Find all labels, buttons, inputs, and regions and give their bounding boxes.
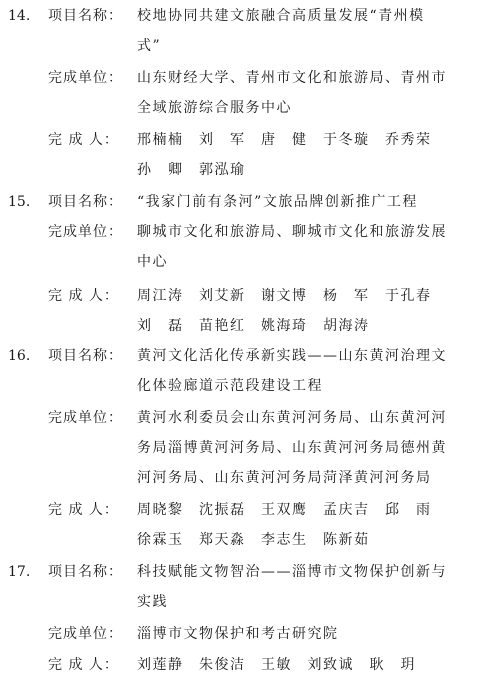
unit-line: 聊城市文化和旅游局、聊城市文化和旅游发展: [137, 224, 447, 240]
project-name-line: 校地协同共建文旅融合高质量发展“青州模: [137, 8, 425, 24]
project-name-line: “我家门前有条河”文旅品牌创新推广工程: [137, 194, 418, 210]
project-name-label: 项目名称：: [48, 8, 123, 24]
unit-label: 完成单位：: [48, 224, 123, 240]
unit-line: 中心: [137, 254, 168, 270]
people-label: 完 成 人：: [48, 502, 119, 518]
project-name-label: 项目名称：: [48, 564, 123, 580]
project-name-label: 项目名称：: [48, 348, 123, 364]
entry-number: 16.: [8, 348, 31, 364]
people-label: 完 成 人：: [48, 132, 119, 148]
people-line: 邢楠楠 刘 军 唐 健 于冬璇 乔秀荣: [137, 132, 432, 148]
entry-number: 15.: [8, 194, 31, 210]
people-line: 刘莲静 朱俊洁 王敏 刘致诚 耿 玥: [137, 657, 416, 673]
people-line: 周晓黎 沈振磊 王双鹰 孟庆吉 邱 雨: [137, 502, 432, 518]
unit-line: 河河务局、山东黄河河务局菏泽黄河河务局: [137, 470, 432, 486]
people-line: 周江涛 刘艾新 谢文博 杨 军 于孔春: [137, 288, 432, 304]
project-name-line: 黄河文化活化传承新实践——山东黄河治理文: [137, 348, 447, 364]
unit-line: 淄博市文物保护和考古研究院: [137, 626, 339, 642]
project-name-line: 科技赋能文物智治——淄博市文物保护创新与: [137, 564, 447, 580]
unit-line: 全域旅游综合服务中心: [137, 100, 292, 116]
people-label: 完 成 人：: [48, 288, 119, 304]
people-line: 孙 卿 郭泓瑜: [137, 162, 246, 178]
project-name-label: 项目名称：: [48, 194, 123, 210]
project-name-line: 实践: [137, 594, 168, 610]
people-line: 刘 磊 苗艳红 姚海琦 胡海涛: [137, 318, 370, 334]
unit-label: 完成单位：: [48, 70, 123, 86]
entry-number: 14.: [8, 8, 31, 24]
unit-line: 务局淄博黄河河务局、山东黄河河务局德州黄: [137, 440, 447, 456]
unit-label: 完成单位：: [48, 410, 123, 426]
unit-line: 山东财经大学、青州市文化和旅游局、青州市: [137, 70, 447, 86]
people-label: 完 成 人：: [48, 657, 119, 673]
people-line: 徐霖玉 郑天淼 李志生 陈新茹: [137, 532, 370, 548]
project-name-line: 式”: [137, 38, 162, 54]
project-name-line: 化体验廊道示范段建设工程: [137, 378, 323, 394]
unit-label: 完成单位：: [48, 626, 123, 642]
unit-line: 黄河水利委员会山东黄河河务局、山东黄河河: [137, 410, 447, 426]
entry-number: 17.: [8, 564, 31, 580]
